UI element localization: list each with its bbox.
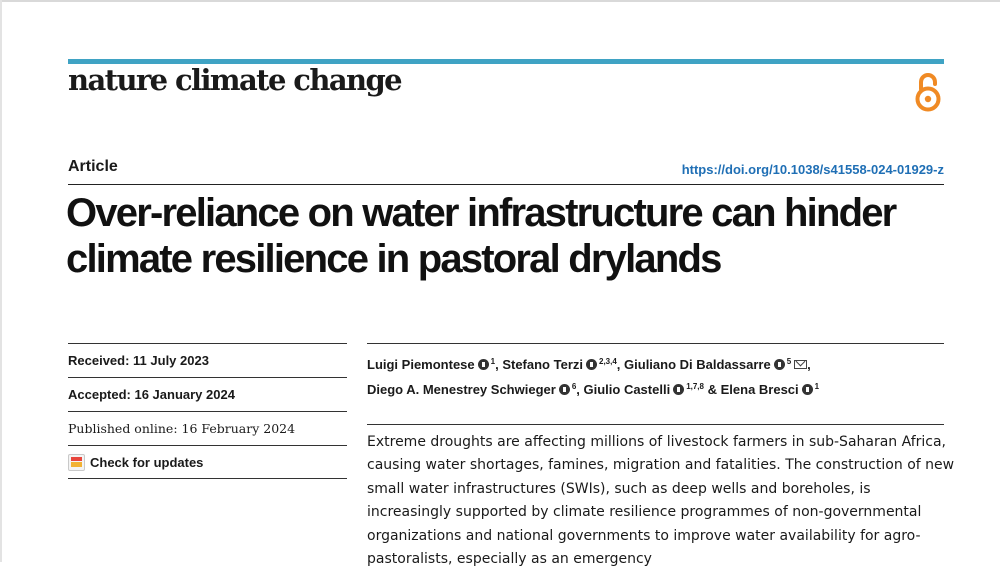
orcid-icon[interactable] — [559, 384, 570, 395]
author-separator: , — [495, 357, 503, 372]
author-affiliation: 1,7,8 — [686, 382, 704, 391]
received-row — [68, 343, 347, 377]
accepted-label: Accepted: — [68, 387, 131, 402]
author-affiliation: 1 — [490, 357, 496, 366]
journal-name: nature climate change — [68, 63, 402, 97]
title-rule — [68, 184, 944, 185]
article-history — [68, 343, 347, 479]
mail-icon[interactable] — [794, 360, 807, 369]
orcid-icon[interactable] — [673, 384, 684, 395]
author-separator: , — [807, 357, 811, 372]
author[interactable] — [502, 357, 616, 372]
author-name: Stefano Terzi — [502, 357, 583, 372]
author-name: Giuliano Di Baldassarre — [624, 357, 771, 372]
doi-link[interactable]: https://doi.org/10.1038/s41558-024-01929-z — [681, 162, 944, 177]
author-separator: , — [576, 382, 584, 397]
author-separator: , — [616, 357, 625, 372]
author[interactable] — [721, 382, 820, 397]
received-label: Received: — [68, 353, 130, 368]
author-name: Giulio Castelli — [583, 382, 671, 397]
author[interactable] — [367, 382, 576, 397]
check-updates-icon — [68, 454, 85, 471]
check-updates-label: Check for updates — [90, 454, 204, 470]
author[interactable] — [584, 382, 704, 397]
author-affiliation: 5 — [786, 357, 792, 366]
author[interactable] — [624, 357, 807, 372]
author-affiliation: 2,3,4 — [599, 357, 617, 366]
published-date: 16 February 2024 — [181, 421, 296, 436]
open-access-lock-icon — [912, 72, 944, 112]
article-title: Over-reliance on water infrastructure can hinder climate resilience in pastoral drylands — [66, 191, 896, 281]
orcid-icon[interactable] — [586, 359, 597, 370]
author-name: Diego A. Menestrey Schwieger — [367, 382, 556, 397]
received-date: 11 July 2023 — [133, 353, 209, 368]
orcid-icon[interactable] — [478, 359, 489, 370]
published-label: Published online: — [68, 421, 178, 436]
abstract-rule — [367, 424, 944, 425]
orcid-icon[interactable] — [802, 384, 813, 395]
published-row — [68, 411, 347, 445]
author-affiliation: 1 — [814, 382, 820, 391]
orcid-icon[interactable] — [774, 359, 785, 370]
author-separator: & — [703, 382, 721, 397]
abstract-text: Extreme droughts are affecting millions of livestock farmers in sub-Saharan Africa, causing water shortages, famines, migration and fatalities. The construction of new small water infrastructures (SWIs), such as deep wells and boreholes, is increasingly supported by climate resilience programmes of non-governmental organizations and national governments to improve water availability for agro-pastoralists, especially as an emergency — [367, 434, 955, 568]
author-affiliation: 6 — [571, 382, 577, 391]
page-edge-left — [0, 0, 2, 562]
author-name: Elena Bresci — [720, 382, 799, 397]
author-name: Luigi Piemontese — [367, 357, 475, 372]
page-edge-top — [0, 0, 1000, 2]
article-type: Article — [68, 158, 118, 175]
accepted-row — [68, 377, 347, 411]
author-list — [367, 343, 944, 401]
check-updates-button[interactable] — [68, 445, 347, 479]
accepted-date: 16 January 2024 — [134, 387, 235, 402]
author[interactable] — [367, 357, 495, 372]
